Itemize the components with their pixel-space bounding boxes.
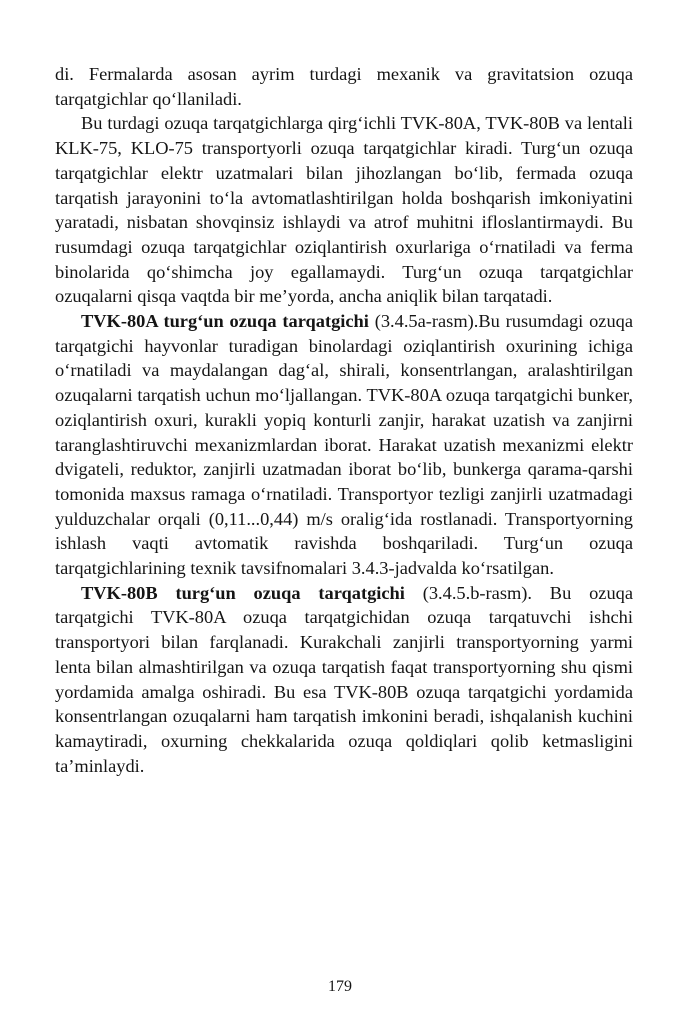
paragraph-continuation: di. Fermalarda asosan ayrim turdagi mexanik va gravitatsion ozuqa tarqatgichlar qo‘llaniladi. [55,64,633,109]
section-heading-tvk-80b: TVK-80B turg‘un ozuqa tarqatgichi [81,582,405,603]
paragraph-tvk-80b [55,581,633,779]
page-number: 179 [328,978,352,995]
paragraph-tvk-80b-text: (3.4.5.b-rasm). Bu ozuqa tarqatgichi TVK-80A ozuqa tarqatgichidan ozuqa tarqatuvchi ishchi transportyori bilan farqlanadi. Kurakchali zanjirli transportyorning yarmi lenta bilan almashtirilgan va ozuqa tarqatish faqat transportyorning shu qismi yordamida amalga oshiradi. Bu esa TVK-80B ozuqa tarqatgichi yordamida konsentrlangan ozuqalarni ham tarqatish imkonini beradi, ishqalanish kuchini kamaytiradi, oxurning chekkalarida ozuqa qoldiqlari qolib ketmasligini ta’minlaydi. [55,582,633,776]
paragraph-tvk-80a [55,309,633,581]
paragraph-tvk-80a-text: (3.4.5a-rasm).Bu rusumdagi ozuqa tarqatgichi hayvonlar turadigan binolardagi oziqlantirish oxurining ichiga o‘rnatiladi va maydalangan dag‘al, shirali, konsentrlangan, aralashtirilgan ozuqalarni tarqatish uchun mo‘ljallangan. TVK-80A ozuqa tarqatgichi bunker, oziqlantirish oxuri, kurakli yopiq konturli zanjir, harakat uzatish va zanjirni taranglashtiruvchi mexanizmlardan iborat. Harakat uzatish mexanizmi elektr dvigateli, reduktor, zanjirli uzatmadan iborat bo‘lib, bunkerga qarama-qarshi tomonida maxsus ramaga o‘rnatiladi. Transportyor tezligi zanjirli uzatmadagi yulduzchalar orqali (0,11...0,44) m/s oralig‘ida rostlanadi. Transportyorning ishlash vaqti avtomatik ravishda boshqariladi. Turg‘un ozuqa tarqatgichlarining texnik tavsifnomalari 3.4.3-jadvalda ko‘rsatilgan. [55,311,634,579]
page-body [55,62,633,778]
section-heading-tvk-80a: TVK-80A turg‘un ozuqa tarqatgichi [81,311,369,332]
paragraph-distributor-types: Bu turdagi ozuqa tarqatgichlarga qirg‘ichli TVK-80A, TVK-80B va lentali KLK-75, KLO-75 transportyorli ozuqa tarqatgichlar kiradi. Turg‘un ozuqa tarqatgichlar elektr uzatmalari bilan jihozlangan bo‘lib, fermada ozuqa tarqatish jarayonini to‘la avtomatlashtirilgan holda boshqarish imkoniyatini yaratadi, nisbatan shovqinsiz ishlaydi va atrof muhitni ifloslantirmaydi. Bu rusumdagi ozuqa tarqatgichlar oziqlantirish oxurlariga o‘rnatiladi va ferma binolarida qo‘shimcha joy egallamaydi. Turg‘un ozuqa tarqatgichlar ozuqalarni qisqa vaqtda bir me’yorda, ancha aniqlik bilan tarqatadi. [55,113,633,307]
